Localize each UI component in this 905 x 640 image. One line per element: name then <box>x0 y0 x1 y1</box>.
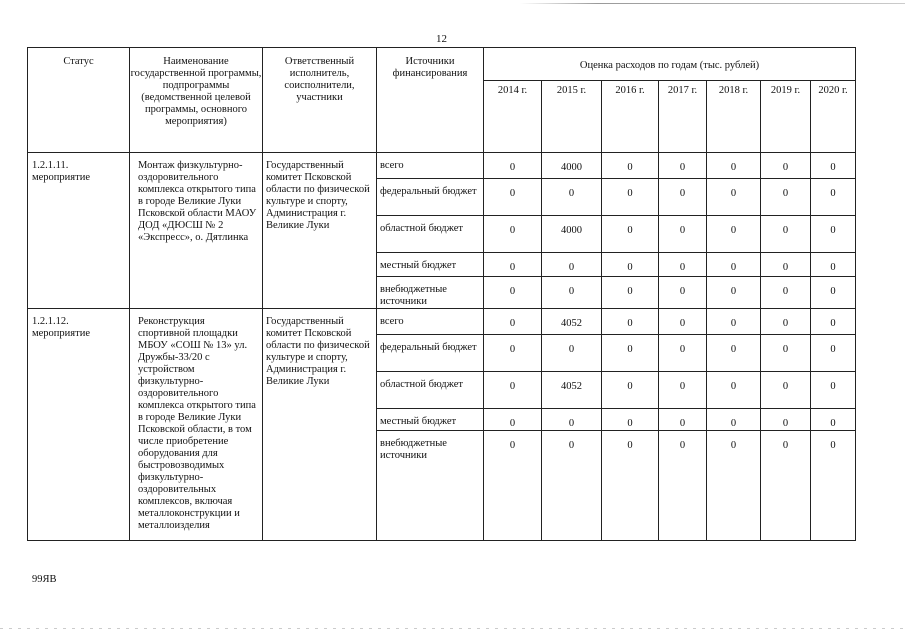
status-cell: 1.2.1.11. мероприятие <box>28 153 130 309</box>
value-cell: 0 <box>484 372 542 409</box>
value-cell: 0 <box>484 309 542 335</box>
value-cell: 0 <box>542 277 602 309</box>
value-cell: 0 <box>811 179 856 216</box>
value-cell: 0 <box>659 372 707 409</box>
header-year: 2019 г. <box>761 81 811 153</box>
value-cell: 0 <box>602 253 659 277</box>
measure-name-cell: Монтаж физкультурно-оздоровительного комплекса открытого типа в городе Великие Луки Псковской области МАОУ ДОД «ДЮСШ № 2 «Экспресс», о. Дятлинка <box>130 153 263 309</box>
value-cell: 0 <box>484 335 542 372</box>
source-cell: местный бюджет <box>377 409 484 431</box>
value-cell: 0 <box>707 431 761 541</box>
value-cell: 0 <box>659 253 707 277</box>
value-cell: 0 <box>602 372 659 409</box>
value-cell: 0 <box>761 216 811 253</box>
value-cell: 0 <box>811 153 856 179</box>
value-cell: 0 <box>707 309 761 335</box>
footer-code: 99ЯВ <box>32 574 57 585</box>
value-cell: 0 <box>811 409 856 431</box>
value-cell: 0 <box>707 335 761 372</box>
scan-artifact-line <box>520 3 905 4</box>
value-cell: 0 <box>602 216 659 253</box>
executor-cell: Государственный комитет Псковской области по физической культуре и спорту, Администрация г. Великие Луки <box>263 309 377 541</box>
header-year: 2015 г. <box>542 81 602 153</box>
source-cell: внебюджетные источники <box>377 431 484 541</box>
value-cell: 0 <box>811 372 856 409</box>
value-cell: 0 <box>542 431 602 541</box>
source-cell: местный бюджет <box>377 253 484 277</box>
header-year: 2016 г. <box>602 81 659 153</box>
header-year: 2020 г. <box>811 81 856 153</box>
value-cell: 0 <box>761 335 811 372</box>
value-cell: 0 <box>761 372 811 409</box>
executor-cell: Государственный комитет Псковской области по физической культуре и спорту, Администрация г. Великие Луки <box>263 153 377 309</box>
value-cell: 0 <box>761 309 811 335</box>
value-cell: 0 <box>811 335 856 372</box>
source-cell: всего <box>377 153 484 179</box>
value-cell: 0 <box>484 216 542 253</box>
source-cell: внебюджетные источники <box>377 277 484 309</box>
value-cell: 0 <box>707 253 761 277</box>
value-cell: 0 <box>761 253 811 277</box>
value-cell: 0 <box>484 409 542 431</box>
value-cell: 4052 <box>542 372 602 409</box>
value-cell: 0 <box>484 179 542 216</box>
source-cell: федеральный бюджет <box>377 179 484 216</box>
value-cell: 0 <box>484 253 542 277</box>
value-cell: 0 <box>707 372 761 409</box>
value-cell: 0 <box>659 179 707 216</box>
value-cell: 0 <box>659 216 707 253</box>
value-cell: 0 <box>484 153 542 179</box>
value-cell: 0 <box>659 277 707 309</box>
value-cell: 0 <box>602 335 659 372</box>
header-expense-group: Оценка расходов по годам (тыс. рублей) <box>484 48 856 81</box>
source-cell: федеральный бюджет <box>377 335 484 372</box>
value-cell: 0 <box>659 431 707 541</box>
value-cell: 4000 <box>542 216 602 253</box>
header-program-name: Наименование государственной программы, подпрограммы (ведомственной целевой программы, основного мероприятия) <box>130 48 263 153</box>
value-cell: 0 <box>542 179 602 216</box>
header-year: 2017 г. <box>659 81 707 153</box>
value-cell: 0 <box>811 253 856 277</box>
source-cell: всего <box>377 309 484 335</box>
value-cell: 0 <box>659 153 707 179</box>
value-cell: 0 <box>659 335 707 372</box>
value-cell: 0 <box>484 431 542 541</box>
header-year: 2018 г. <box>707 81 761 153</box>
value-cell: 0 <box>707 277 761 309</box>
value-cell: 0 <box>602 431 659 541</box>
value-cell: 0 <box>602 153 659 179</box>
value-cell: 0 <box>659 409 707 431</box>
value-cell: 0 <box>542 253 602 277</box>
value-cell: 4000 <box>542 153 602 179</box>
value-cell: 0 <box>602 309 659 335</box>
value-cell: 0 <box>602 277 659 309</box>
value-cell: 0 <box>761 409 811 431</box>
source-cell: областной бюджет <box>377 216 484 253</box>
value-cell: 0 <box>707 153 761 179</box>
value-cell: 0 <box>707 179 761 216</box>
header-financing-sources: Источники финансирования <box>377 48 484 153</box>
value-cell: 0 <box>761 431 811 541</box>
value-cell: 0 <box>659 309 707 335</box>
value-cell: 0 <box>707 409 761 431</box>
value-cell: 0 <box>761 179 811 216</box>
value-cell: 0 <box>811 431 856 541</box>
value-cell: 0 <box>542 335 602 372</box>
page-number: 12 <box>436 33 447 45</box>
value-cell: 0 <box>811 309 856 335</box>
table-row <box>28 153 856 179</box>
value-cell: 0 <box>761 153 811 179</box>
status-cell: 1.2.1.12. мероприятие <box>28 309 130 541</box>
value-cell: 0 <box>542 409 602 431</box>
value-cell: 0 <box>602 179 659 216</box>
value-cell: 0 <box>761 277 811 309</box>
value-cell: 0 <box>602 409 659 431</box>
value-cell: 4052 <box>542 309 602 335</box>
value-cell: 0 <box>811 277 856 309</box>
source-cell: областной бюджет <box>377 372 484 409</box>
scan-artifact-line <box>0 628 905 629</box>
value-cell: 0 <box>484 277 542 309</box>
value-cell: 0 <box>707 216 761 253</box>
expense-table <box>27 47 856 541</box>
value-cell: 0 <box>811 216 856 253</box>
table-row <box>28 309 856 335</box>
header-year: 2014 г. <box>484 81 542 153</box>
header-status: Статус <box>28 48 130 153</box>
header-executor: Ответственный исполнитель, соисполнители, участники <box>263 48 377 153</box>
measure-name-cell: Реконструкция спортивной площадки МБОУ «СОШ № 13» ул. Дружбы-33/20 с устройством физкультурно-оздоровительного комплекса открытого типа в городе Великие Луки Псковской области, в том числе приобретение оборудования для быстровозводимых физкультурно-оздоровительных комплексов, включая металлоконструкции и металлоизделия <box>130 309 263 541</box>
